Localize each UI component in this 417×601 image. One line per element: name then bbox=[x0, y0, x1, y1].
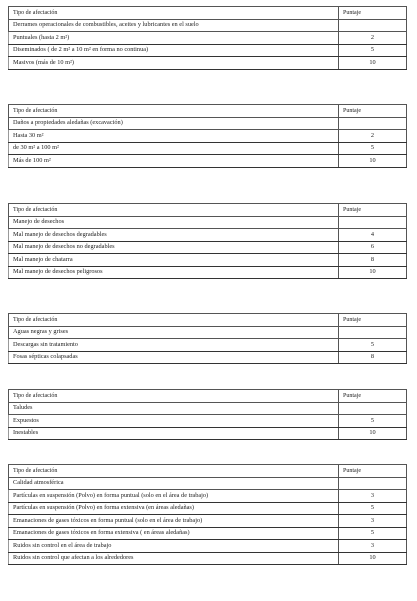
category-label: Taludes bbox=[9, 402, 339, 415]
row-score: 6 bbox=[339, 241, 407, 254]
category-empty-cell bbox=[339, 326, 407, 339]
row-label: Diseminados ( de 2 m² a 10 m² en forma no continua) bbox=[9, 44, 339, 57]
header-type-cell: Tipo de afectación bbox=[9, 465, 339, 478]
row-score: 8 bbox=[339, 351, 407, 364]
row-score: 10 bbox=[339, 427, 407, 440]
category-empty-cell bbox=[339, 117, 407, 130]
table-row bbox=[9, 540, 407, 553]
header-type-cell: Tipo de afectación bbox=[9, 314, 339, 327]
table-row bbox=[9, 502, 407, 515]
row-score: 2 bbox=[339, 130, 407, 143]
table-row bbox=[9, 415, 407, 428]
header-score-cell: Puntaje bbox=[339, 105, 407, 118]
row-label: Mal manejo de desechos no degradables bbox=[9, 241, 339, 254]
row-score: 2 bbox=[339, 32, 407, 45]
row-label: Más de 100 m² bbox=[9, 155, 339, 168]
row-score: 5 bbox=[339, 142, 407, 155]
scoring-table bbox=[8, 104, 407, 168]
header-score-cell: Puntaje bbox=[339, 204, 407, 217]
header-type-cell: Tipo de afectación bbox=[9, 105, 339, 118]
header-score-cell: Puntaje bbox=[339, 7, 407, 20]
category-row bbox=[9, 402, 407, 415]
header-score-cell: Puntaje bbox=[339, 390, 407, 403]
row-label: Hasta 30 m² bbox=[9, 130, 339, 143]
row-score: 10 bbox=[339, 266, 407, 279]
scoring-table bbox=[8, 313, 407, 364]
category-empty-cell bbox=[339, 216, 407, 229]
row-label: Partículas en suspensión (Polvo) en forma puntual (solo en el área de trabajo) bbox=[9, 490, 339, 503]
table-row bbox=[9, 229, 407, 242]
category-row bbox=[9, 216, 407, 229]
category-row bbox=[9, 326, 407, 339]
category-empty-cell bbox=[339, 402, 407, 415]
row-score: 10 bbox=[339, 57, 407, 70]
table-row bbox=[9, 130, 407, 143]
row-score: 3 bbox=[339, 515, 407, 528]
category-label: Calidad atmosférica bbox=[9, 477, 339, 490]
row-score: 5 bbox=[339, 339, 407, 352]
table-row bbox=[9, 266, 407, 279]
table-row bbox=[9, 515, 407, 528]
table-row bbox=[9, 527, 407, 540]
row-score: 5 bbox=[339, 527, 407, 540]
table-row bbox=[9, 32, 407, 45]
row-label: Emanaciones de gases tóxicos en forma puntual (solo en el área de trabajo) bbox=[9, 515, 339, 528]
table-header-row bbox=[9, 465, 407, 478]
row-label: Masivos (más de 10 m²) bbox=[9, 57, 339, 70]
row-score: 4 bbox=[339, 229, 407, 242]
category-label: Aguas negras y grises bbox=[9, 326, 339, 339]
category-empty-cell bbox=[339, 19, 407, 32]
category-empty-cell bbox=[339, 477, 407, 490]
row-label: Expuestos bbox=[9, 415, 339, 428]
table-header-row bbox=[9, 7, 407, 20]
header-type-cell: Tipo de afectación bbox=[9, 390, 339, 403]
row-score: 8 bbox=[339, 254, 407, 267]
table-row bbox=[9, 254, 407, 267]
row-label: Emanaciones de gases tóxicos en forma extensiva ( en áreas aledañas) bbox=[9, 527, 339, 540]
row-score: 5 bbox=[339, 44, 407, 57]
category-row bbox=[9, 117, 407, 130]
row-label: Mal manejo de desechos peligrosos bbox=[9, 266, 339, 279]
row-label: Ruidos sin control que afectan a los alrededores bbox=[9, 552, 339, 565]
table-row bbox=[9, 339, 407, 352]
category-label: Manejo de desechos bbox=[9, 216, 339, 229]
header-type-cell: Tipo de afectación bbox=[9, 7, 339, 20]
table-row bbox=[9, 427, 407, 440]
table-header-row bbox=[9, 105, 407, 118]
row-label: de 30 m² a 100 m² bbox=[9, 142, 339, 155]
header-score-cell: Puntaje bbox=[339, 465, 407, 478]
table-header-row bbox=[9, 204, 407, 217]
row-label: Ruidos sin control en el área de trabajo bbox=[9, 540, 339, 553]
row-score: 5 bbox=[339, 502, 407, 515]
row-score: 3 bbox=[339, 490, 407, 503]
row-score: 10 bbox=[339, 155, 407, 168]
scoring-table bbox=[8, 203, 407, 279]
category-row bbox=[9, 477, 407, 490]
row-label: Fosas sépticas colapsadas bbox=[9, 351, 339, 364]
category-label: Daños a propiedades aledañas (excavación) bbox=[9, 117, 339, 130]
table-header-row bbox=[9, 390, 407, 403]
row-label: Mal manejo de desechos degradables bbox=[9, 229, 339, 242]
category-row bbox=[9, 19, 407, 32]
table-row bbox=[9, 552, 407, 565]
row-score: 10 bbox=[339, 552, 407, 565]
table-header-row bbox=[9, 314, 407, 327]
table-row bbox=[9, 142, 407, 155]
row-label: Descargas sin tratamiento bbox=[9, 339, 339, 352]
table-row bbox=[9, 57, 407, 70]
row-label: Inestables bbox=[9, 427, 339, 440]
scoring-table bbox=[8, 464, 407, 565]
table-row bbox=[9, 155, 407, 168]
scoring-table bbox=[8, 389, 407, 440]
table-row bbox=[9, 241, 407, 254]
row-score: 5 bbox=[339, 415, 407, 428]
header-type-cell: Tipo de afectación bbox=[9, 204, 339, 217]
row-label: Puntuales (hasta 2 m²) bbox=[9, 32, 339, 45]
row-label: Partículas en suspensión (Polvo) en forma extensiva (en áreas aledañas) bbox=[9, 502, 339, 515]
scoring-table bbox=[8, 6, 407, 70]
row-label: Mal manejo de chatarra bbox=[9, 254, 339, 267]
table-row bbox=[9, 490, 407, 503]
header-score-cell: Puntaje bbox=[339, 314, 407, 327]
category-label: Derrames operacionales de combustibles, aceites y lubricantes en el suelo bbox=[9, 19, 339, 32]
row-score: 3 bbox=[339, 540, 407, 553]
table-row bbox=[9, 44, 407, 57]
table-row bbox=[9, 351, 407, 364]
